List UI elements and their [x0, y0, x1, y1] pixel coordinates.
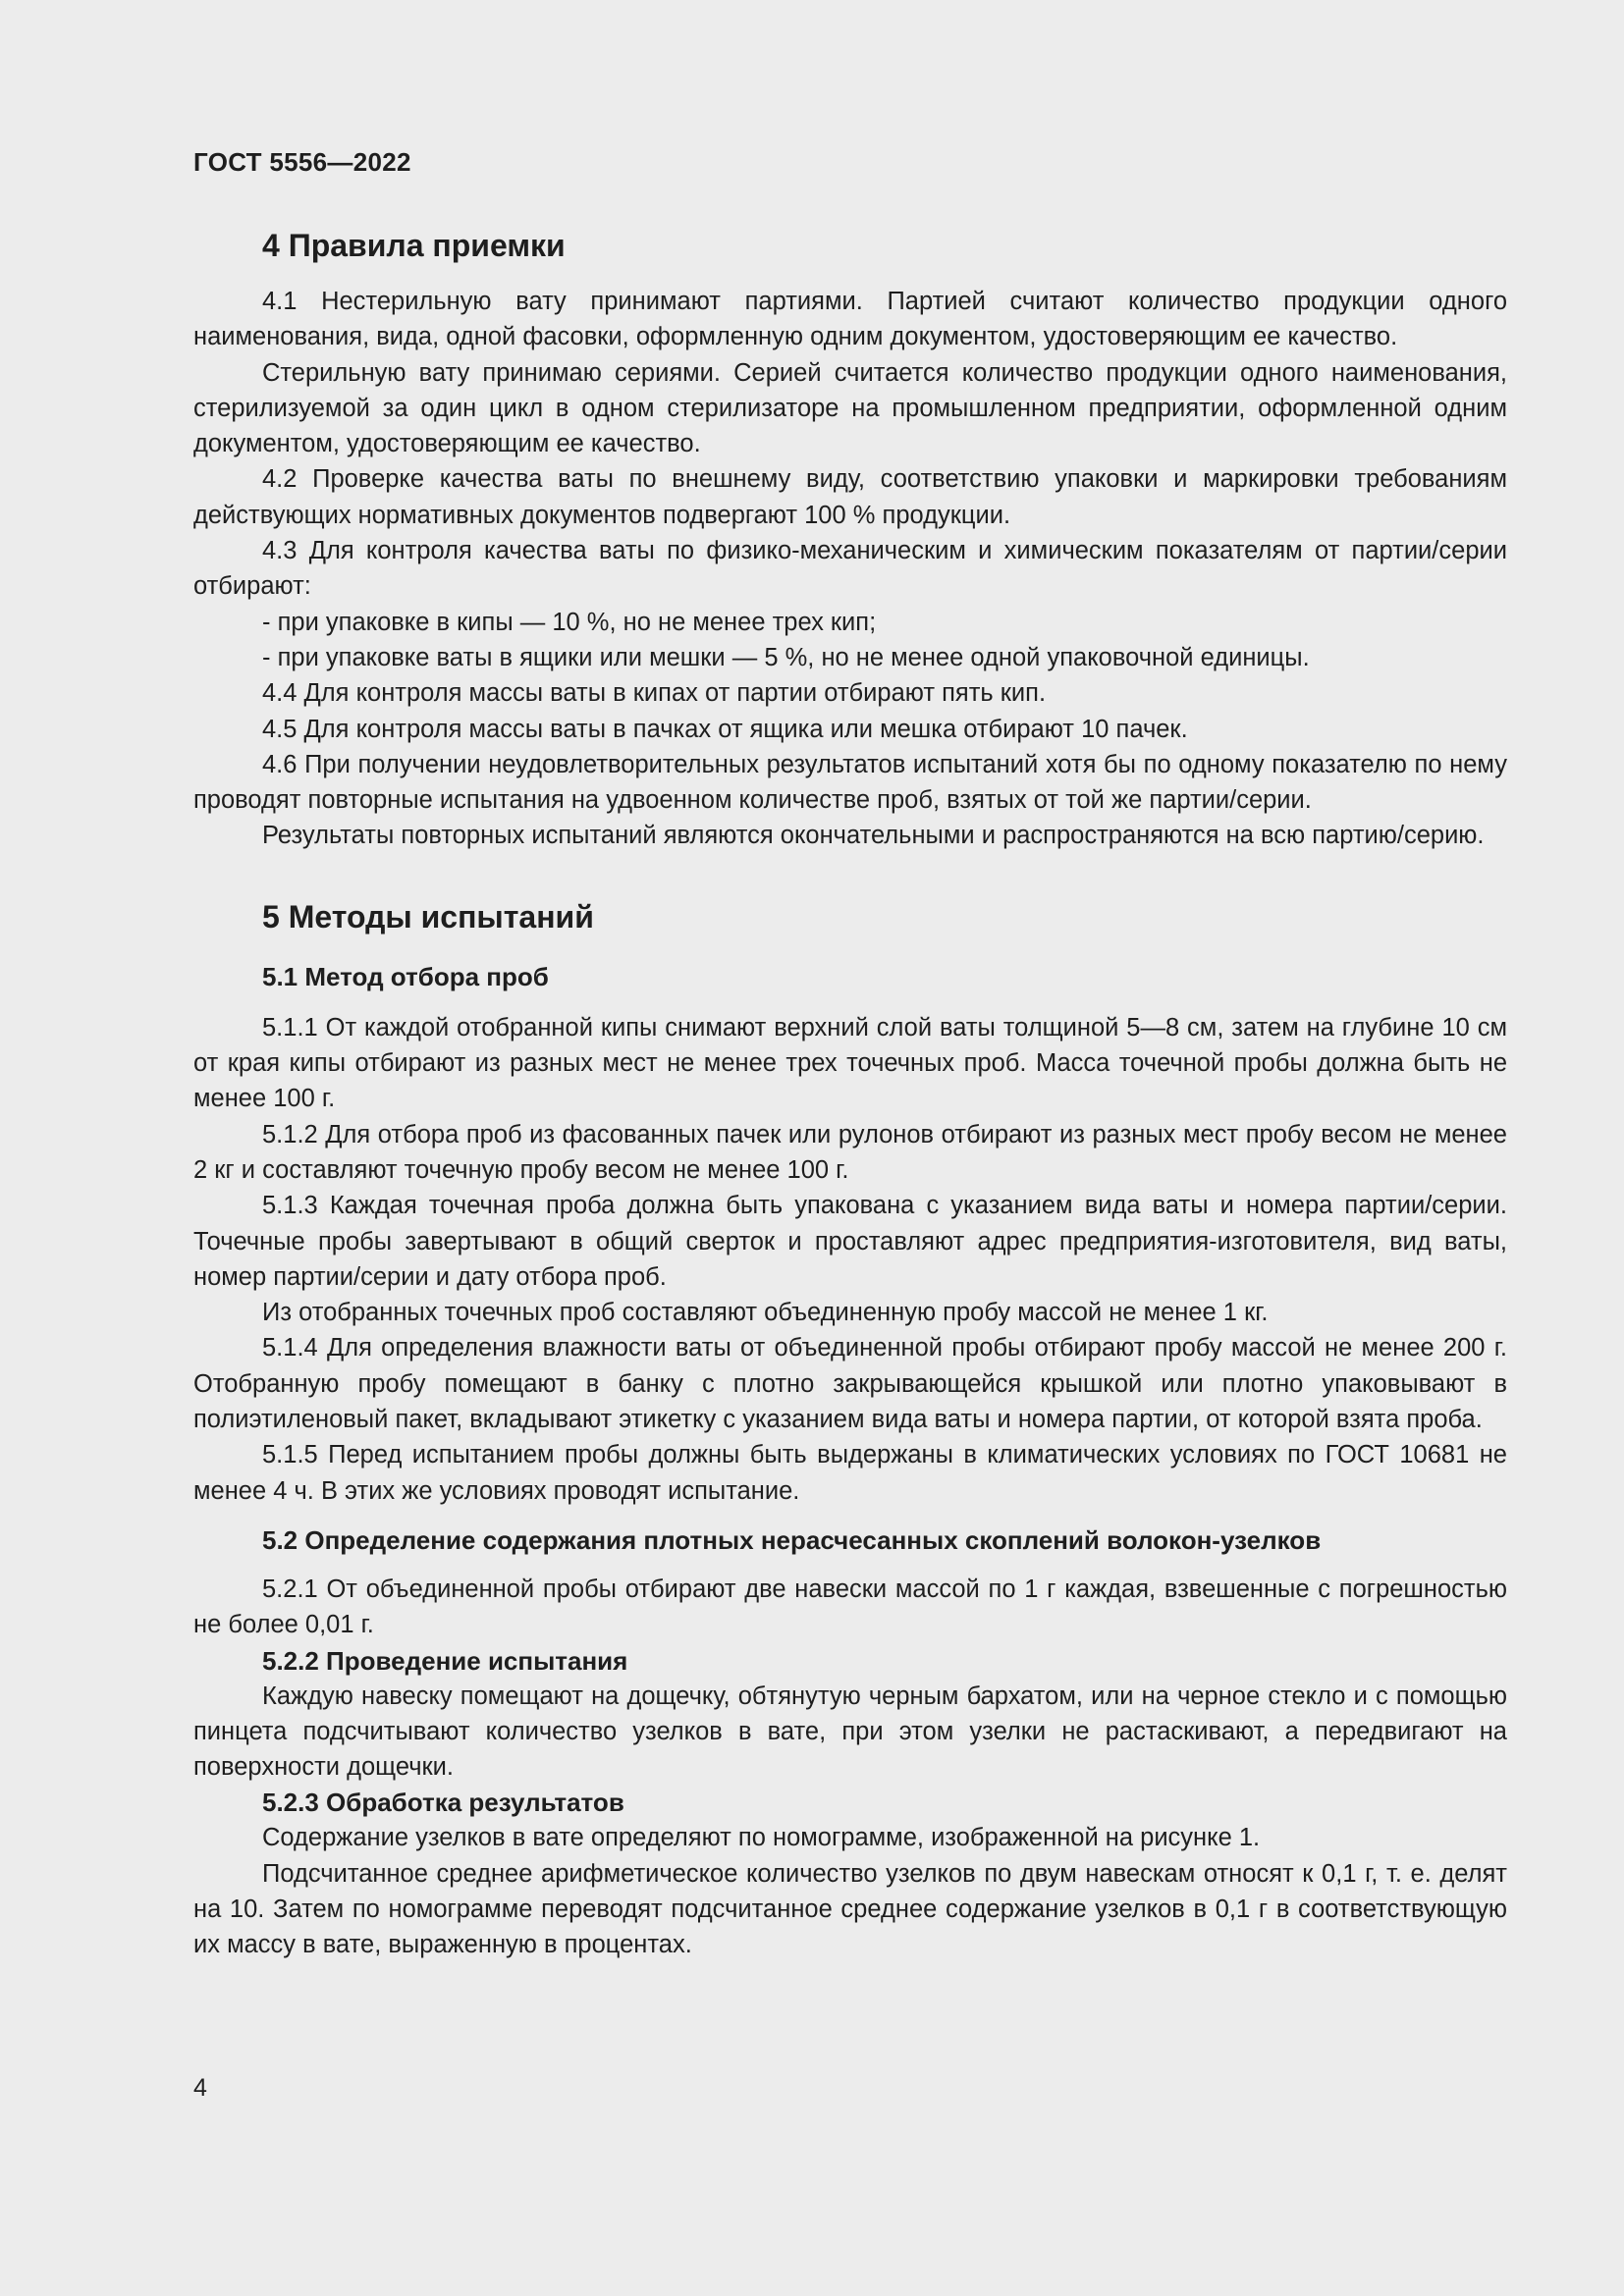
paragraph-4-3: 4.3 Для контроля качества ваты по физико-механическим и химическим показателям от партии/серии отбирают:: [193, 537, 1507, 601]
list-item-bales: - при упаковке в кипы — 10 %, но не менее трех кип;: [262, 608, 877, 636]
paragraph-5-1-3: 5.1.3 Каждая точечная проба должна быть упакована с указанием вида ваты и номера партии/серии. Точечные пробы завертывают в общий сверток и проставляют адрес предприятия-изготовителя, вид ваты, номер партии/серии и дату отбора проб.: [193, 1192, 1507, 1291]
list-item-boxes: - при упаковке ваты в ящики или мешки — 5 %, но не менее одной упаковочной единицы.: [262, 643, 1310, 671]
document-code: ГОСТ 5556—2022: [193, 147, 411, 177]
paragraph-4-5: 4.5 Для контроля массы ваты в пачках от ящика или мешка отбирают 10 пачек.: [262, 715, 1188, 743]
paragraph-5-2-3-b: Подсчитанное среднее арифметическое количество узелков по двум навескам относят к 0,1 г, т. е. делят на 10. Затем по номограмме переводят подсчитанное среднее содержание узелков в 0,1 г в соответствующую их массу в вате, выраженную в процентах.: [193, 1859, 1507, 1959]
paragraph-4-1: 4.1 Нестерильную вату принимают партиями. Партией считают количество продукции одного наименования, вида, одной фасовки, оформленную одним документом, удостоверяющим ее качество.: [193, 288, 1507, 351]
subsection-5-1-title: 5.1 Метод отбора проб: [262, 961, 549, 991]
paragraph-4-6: 4.6 При получении неудовлетворительных результатов испытаний хотя бы по одному показателю по нему проводят повторные испытания на удвоенном количестве проб, взятых от той же партии/серии.: [193, 750, 1507, 815]
section-5-title: 5 Методы испытаний: [262, 898, 594, 934]
section-4-title: 4 Правила приемки: [262, 228, 566, 263]
paragraph-5-2-3-a: Содержание узелков в вате определяют по номограмме, изображенной на рисунке 1.: [262, 1824, 1261, 1852]
subsection-5-2-2-title: 5.2.2 Проведение испытания: [262, 1645, 628, 1676]
paragraph-5-1-4: 5.1.4 Для определения влажности ваты от объединенной пробы отбирают пробу массой не менее 200 г. Отобранную пробу помещают в банку с плотно закрывающейся крышкой или плотно упаковывают в полиэтиленовый пакет, вкладывают этикетку с указанием вида ваты и номера партии, от которой взята проба.: [193, 1334, 1507, 1434]
paragraph-5-1-1: 5.1.1 От каждой отобранной кипы снимают верхний слой ваты толщиной 5—8 см, затем на глубине 10 см от края кипы отбирают из разных мест не менее трех точечных проб. Масса точечной пробы должна быть не менее 100 г.: [193, 1013, 1507, 1113]
document-body: [193, 222, 1507, 1963]
paragraph-5-1-3-combined: Из отобранных точечных проб составляют объединенную пробу массой не менее 1 кг.: [262, 1299, 1269, 1327]
subsection-5-2-3-title: 5.2.3 Обработка результатов: [262, 1788, 624, 1818]
paragraph-4-6-results: Результаты повторных испытаний являются окончательными и распространяются на всю партию/серию.: [262, 822, 1485, 850]
subsection-5-2-title: 5.2 Определение содержания плотных нерасчесанных скоплений волокон-узелков: [262, 1524, 1322, 1555]
paragraph-5-2-1: 5.2.1 От объединенной пробы отбирают две навески массой по 1 г каждая, взвешенные с погрешностью не более 0,01 г.: [193, 1575, 1507, 1639]
paragraph-4-4: 4.4 Для контроля массы ваты в кипах от партии отбирают пять кип.: [262, 679, 1047, 708]
paragraph-5-1-2: 5.1.2 Для отбора проб из фасованных пачек или рулонов отбирают из разных мест пробу весом не менее 2 кг и составляют точечную пробу весом не менее 100 г.: [193, 1120, 1507, 1184]
paragraph-5-1-5: 5.1.5 Перед испытанием пробы должны быть выдержаны в климатических условиях по ГОСТ 10681 не менее 4 ч. В этих же условиях проводят испытание.: [193, 1441, 1507, 1505]
paragraph-4-1-sterile: Стерильную вату принимаю сериями. Серией считается количество продукции одного наименования, стерилизуемой за один цикл в одном стерилизаторе на промышленном предприятии, оформленной одним документом, удостоверяющим ее качество.: [193, 358, 1507, 458]
page-number: 4: [193, 2074, 207, 2102]
paragraph-5-2-2: Каждую навеску помещают на дощечку, обтянутую черным бархатом, или на черное стекло и с помощью пинцета подсчитывают количество узелков в вате, при этом узелки не растаскивают, а передвигают на поверхности дощечки.: [193, 1682, 1507, 1782]
paragraph-4-2: 4.2 Проверке качества ваты по внешнему виду, соответствию упаковки и маркировки требованиям действующих нормативных документов подвергают 100 % продукции.: [193, 465, 1507, 529]
